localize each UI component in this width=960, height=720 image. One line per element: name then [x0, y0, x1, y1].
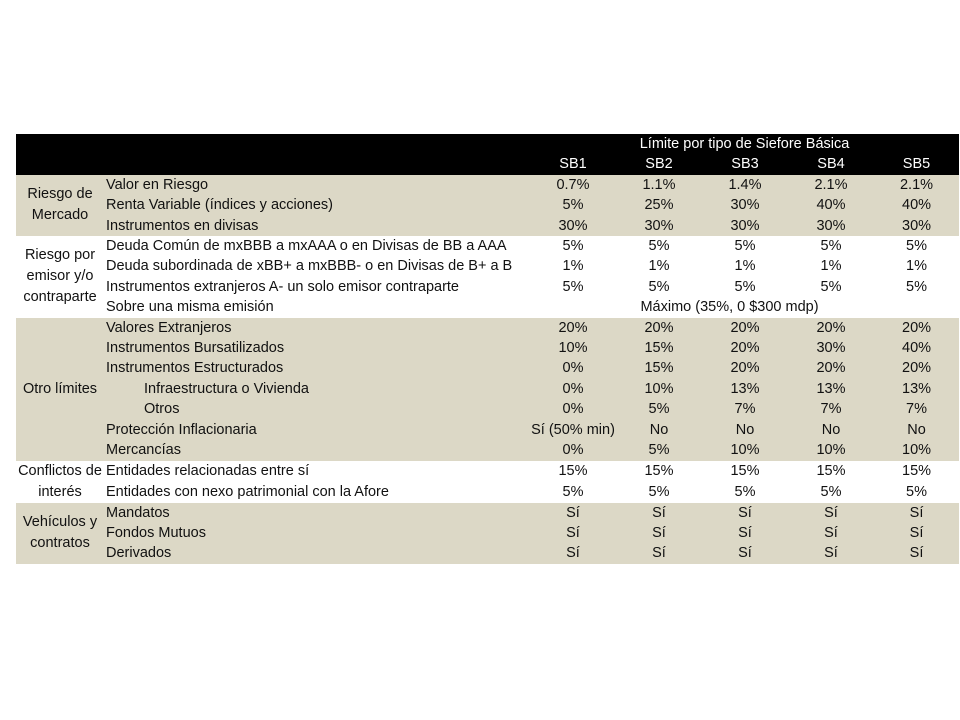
- table-row: [16, 358, 959, 378]
- table-row: [16, 277, 959, 297]
- cell-sb2: 1%: [616, 256, 702, 276]
- row-label: Protección Inflacionaria: [104, 420, 530, 440]
- cell-sb4: Sí: [788, 503, 874, 523]
- cell-sb5: 2.1%: [874, 175, 959, 195]
- cell-sb2: No: [616, 420, 702, 440]
- row-span-value: Máximo (35%, 0 $300 mdp): [530, 297, 959, 317]
- table-row: [16, 175, 959, 195]
- row-label: Otros: [104, 399, 530, 419]
- cell-sb3: 1%: [702, 256, 788, 276]
- cell-sb1: 5%: [530, 277, 616, 297]
- cell-sb5: 40%: [874, 195, 959, 215]
- cell-sb3: 20%: [702, 358, 788, 378]
- cell-sb2: 5%: [616, 277, 702, 297]
- cell-sb4: No: [788, 420, 874, 440]
- row-label: Entidades con nexo patrimonial con la Afore: [104, 482, 530, 503]
- cell-sb5: 40%: [874, 338, 959, 358]
- cell-sb3: 20%: [702, 338, 788, 358]
- cell-sb3: 5%: [702, 277, 788, 297]
- row-label: Renta Variable (índices y acciones): [104, 195, 530, 215]
- group-label: Vehículos y contratos: [16, 503, 104, 564]
- row-label: Instrumentos Bursatilizados: [104, 338, 530, 358]
- group-label: Otro límites: [16, 318, 104, 461]
- cell-sb2: 5%: [616, 236, 702, 256]
- cell-sb5: 1%: [874, 256, 959, 276]
- table-row: [16, 461, 959, 482]
- cell-sb4: 20%: [788, 318, 874, 338]
- cell-sb5: 5%: [874, 482, 959, 503]
- cell-sb2: 15%: [616, 338, 702, 358]
- row-label: Fondos Mutuos: [104, 523, 530, 543]
- table-row: [16, 256, 959, 276]
- cell-sb2: Sí: [616, 523, 702, 543]
- group-label: Conflictos de interés: [16, 461, 104, 503]
- cell-sb5: No: [874, 420, 959, 440]
- column-header-sb4: SB4: [788, 154, 874, 174]
- row-label: Mandatos: [104, 503, 530, 523]
- cell-sb2: 15%: [616, 461, 702, 482]
- table-body: [16, 175, 959, 564]
- cell-sb1: 15%: [530, 461, 616, 482]
- cell-sb4: 20%: [788, 358, 874, 378]
- table-row: [16, 503, 959, 523]
- table-row: [16, 338, 959, 358]
- cell-sb2: 25%: [616, 195, 702, 215]
- cell-sb1: 0%: [530, 399, 616, 419]
- cell-sb5: 7%: [874, 399, 959, 419]
- cell-sb2: 5%: [616, 399, 702, 419]
- row-label: Valor en Riesgo: [104, 175, 530, 195]
- column-header-sb3: SB3: [702, 154, 788, 174]
- cell-sb3: 30%: [702, 216, 788, 236]
- cell-sb2: 15%: [616, 358, 702, 378]
- row-label: Sobre una misma emisión: [104, 297, 530, 317]
- table-row: [16, 399, 959, 419]
- table-row: [16, 379, 959, 399]
- row-label: Infraestructura o Vivienda: [104, 379, 530, 399]
- cell-sb3: Sí: [702, 523, 788, 543]
- cell-sb1: 20%: [530, 318, 616, 338]
- cell-sb4: 30%: [788, 216, 874, 236]
- cell-sb2: 30%: [616, 216, 702, 236]
- row-label: Deuda subordinada de xBB+ a mxBBB- o en Divisas de B+ a B: [104, 256, 530, 276]
- row-label: Instrumentos en divisas: [104, 216, 530, 236]
- cell-sb1: 5%: [530, 482, 616, 503]
- cell-sb5: Sí: [874, 523, 959, 543]
- cell-sb5: Sí: [874, 503, 959, 523]
- cell-sb1: Sí: [530, 523, 616, 543]
- table-row: [16, 236, 959, 256]
- cell-sb4: 5%: [788, 277, 874, 297]
- cell-sb3: 10%: [702, 440, 788, 460]
- cell-sb3: Sí: [702, 503, 788, 523]
- siefore-limits-table: [16, 134, 959, 564]
- cell-sb4: 1%: [788, 256, 874, 276]
- cell-sb1: 10%: [530, 338, 616, 358]
- cell-sb4: 5%: [788, 236, 874, 256]
- cell-sb1: 1%: [530, 256, 616, 276]
- cell-sb2: 10%: [616, 379, 702, 399]
- cell-sb5: 5%: [874, 236, 959, 256]
- cell-sb2: Sí: [616, 543, 702, 563]
- cell-sb1: 0%: [530, 440, 616, 460]
- cell-sb4: 5%: [788, 482, 874, 503]
- cell-sb5: 30%: [874, 216, 959, 236]
- row-label: Instrumentos extranjeros A- un solo emisor contraparte: [104, 277, 530, 297]
- table-title: Límite por tipo de Siefore Básica: [530, 134, 959, 154]
- header-columns-row: [16, 154, 959, 174]
- table-row: [16, 195, 959, 215]
- cell-sb5: 5%: [874, 277, 959, 297]
- table-row: [16, 318, 959, 338]
- cell-sb3: 20%: [702, 318, 788, 338]
- cell-sb1: 5%: [530, 236, 616, 256]
- header-spacer: [16, 154, 530, 174]
- cell-sb3: 7%: [702, 399, 788, 419]
- table-row: [16, 543, 959, 563]
- cell-sb1: 0%: [530, 358, 616, 378]
- row-label: Derivados: [104, 543, 530, 563]
- cell-sb1: 0%: [530, 379, 616, 399]
- table-row: [16, 216, 959, 236]
- group-label: Riesgo de Mercado: [16, 175, 104, 236]
- cell-sb4: Sí: [788, 523, 874, 543]
- cell-sb1: 30%: [530, 216, 616, 236]
- cell-sb3: 15%: [702, 461, 788, 482]
- cell-sb2: 20%: [616, 318, 702, 338]
- table-row: [16, 297, 959, 317]
- cell-sb5: 13%: [874, 379, 959, 399]
- row-label: Deuda Común de mxBBB a mxAAA o en Divisas de BB a AAA: [104, 236, 530, 256]
- cell-sb5: 15%: [874, 461, 959, 482]
- cell-sb4: 10%: [788, 440, 874, 460]
- cell-sb1: 5%: [530, 195, 616, 215]
- cell-sb5: 20%: [874, 358, 959, 378]
- cell-sb1: Sí: [530, 503, 616, 523]
- cell-sb1: Sí (50% min): [530, 420, 616, 440]
- cell-sb4: 40%: [788, 195, 874, 215]
- header-title-row: [16, 134, 959, 154]
- cell-sb3: 13%: [702, 379, 788, 399]
- cell-sb5: 20%: [874, 318, 959, 338]
- cell-sb2: 1.1%: [616, 175, 702, 195]
- row-label: Entidades relacionadas entre sí: [104, 461, 530, 482]
- column-header-sb5: SB5: [874, 154, 959, 174]
- cell-sb2: Sí: [616, 503, 702, 523]
- group-label: Riesgo por emisor y/o contraparte: [16, 236, 104, 318]
- cell-sb1: 0.7%: [530, 175, 616, 195]
- table-row: [16, 523, 959, 543]
- cell-sb4: 13%: [788, 379, 874, 399]
- cell-sb3: No: [702, 420, 788, 440]
- cell-sb4: 7%: [788, 399, 874, 419]
- cell-sb3: 5%: [702, 482, 788, 503]
- cell-sb4: Sí: [788, 543, 874, 563]
- cell-sb4: 15%: [788, 461, 874, 482]
- table-row: [16, 440, 959, 460]
- row-label: Instrumentos Estructurados: [104, 358, 530, 378]
- row-label: Mercancías: [104, 440, 530, 460]
- cell-sb3: 1.4%: [702, 175, 788, 195]
- table-row: [16, 420, 959, 440]
- header-spacer: [16, 134, 530, 154]
- cell-sb3: 30%: [702, 195, 788, 215]
- cell-sb1: Sí: [530, 543, 616, 563]
- table-row: [16, 482, 959, 503]
- column-header-sb1: SB1: [530, 154, 616, 174]
- row-label: Valores Extranjeros: [104, 318, 530, 338]
- cell-sb2: 5%: [616, 482, 702, 503]
- cell-sb5: Sí: [874, 543, 959, 563]
- cell-sb3: Sí: [702, 543, 788, 563]
- column-header-sb2: SB2: [616, 154, 702, 174]
- cell-sb3: 5%: [702, 236, 788, 256]
- cell-sb4: 30%: [788, 338, 874, 358]
- cell-sb4: 2.1%: [788, 175, 874, 195]
- cell-sb2: 5%: [616, 440, 702, 460]
- cell-sb5: 10%: [874, 440, 959, 460]
